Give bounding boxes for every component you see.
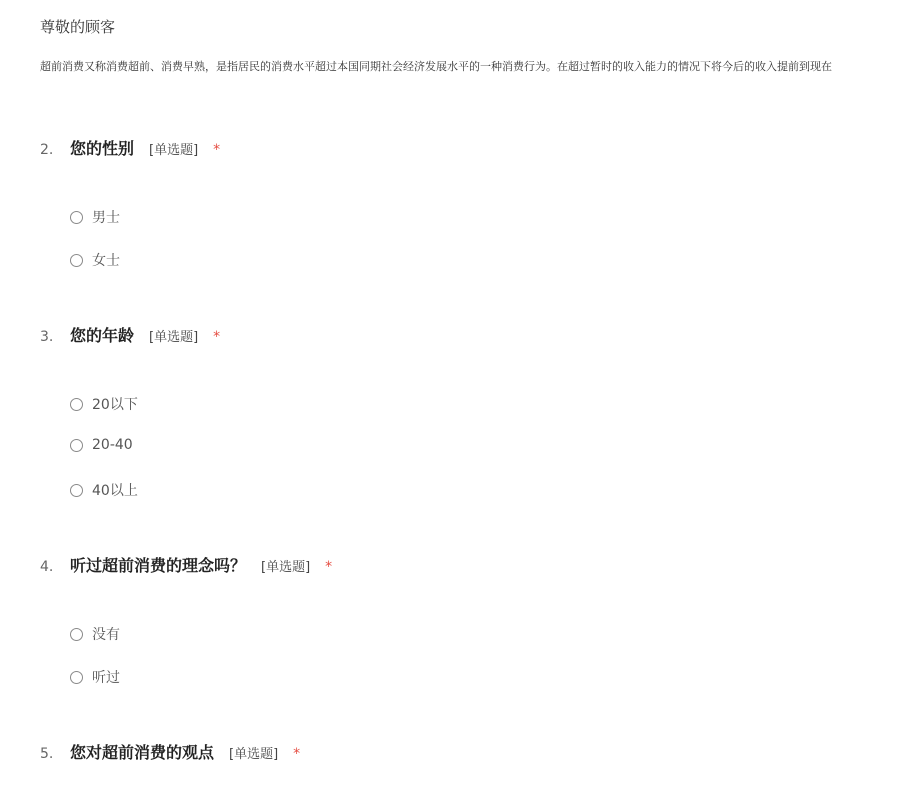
option-female[interactable] [70,250,120,270]
radio-button[interactable] [70,439,83,452]
option-label[interactable]: 听过 [92,670,120,686]
question-number: 2. [40,142,54,158]
question-title: 听过超前消费的理念吗？ [70,556,247,575]
option-male[interactable] [70,207,120,227]
question-title: 您的性别 [70,139,135,158]
required-marker: * [213,142,221,158]
question-4 [40,553,332,576]
option-label[interactable]: 20以下 [92,397,138,413]
option-label[interactable]: 男士 [92,210,120,226]
option-label[interactable]: 没有 [92,627,120,643]
option-heard[interactable] [70,667,120,687]
option-label[interactable]: 40以上 [92,483,138,499]
radio-button[interactable] [70,254,83,267]
option-label[interactable]: 20-40 [92,437,133,453]
option-label[interactable]: 女士 [92,253,120,269]
radio-button[interactable] [70,398,83,411]
question-type-label: [单选题] [261,560,311,575]
radio-button[interactable] [70,211,83,224]
question-type-label: [单选题] [149,330,199,345]
question-2 [40,136,220,159]
question-title: 您对超前消费的观点 [70,743,215,762]
intro-text: 超前消费又称消费超前、消费早熟，是指居民的消费水平超过本国同期社会经济发展水平的一种消费行为。在超过暂时的收入能力的情况下将今后的收入提前到现在 [40,60,832,73]
question-3 [40,323,220,346]
question-number: 3. [40,329,54,345]
required-marker: * [325,559,333,575]
option-age-over-40[interactable] [70,480,138,500]
question-title: 您的年龄 [70,326,135,345]
greeting-heading: 尊敬的顾客 [40,18,116,36]
option-not-heard[interactable] [70,624,120,644]
question-number: 4. [40,559,54,575]
question-number: 5. [40,746,54,762]
required-marker: * [213,329,221,345]
question-type-label: [单选题] [229,747,279,762]
radio-button[interactable] [70,671,83,684]
question-type-label: [单选题] [149,143,199,158]
question-5 [40,740,300,763]
option-age-20-40[interactable] [70,437,133,453]
radio-button[interactable] [70,628,83,641]
option-age-under-20[interactable] [70,394,138,414]
radio-button[interactable] [70,484,83,497]
required-marker: * [293,746,301,762]
